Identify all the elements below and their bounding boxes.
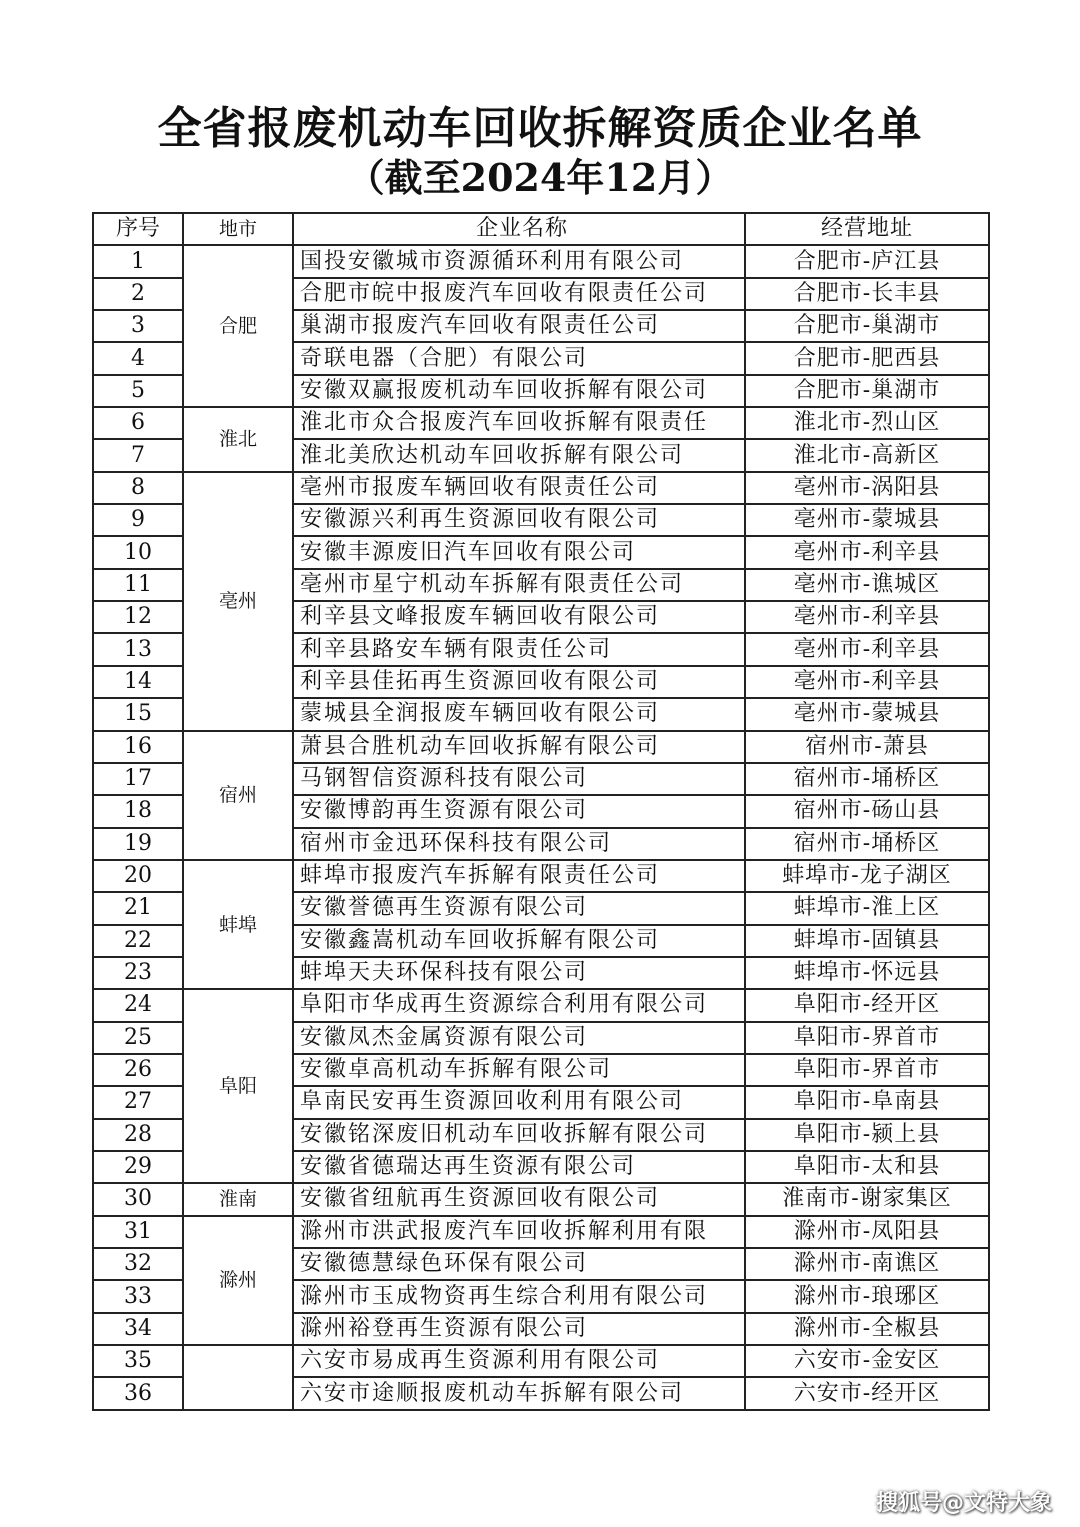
row-seq: 28 — [93, 1119, 183, 1151]
table-row — [93, 1216, 989, 1248]
row-seq: 1 — [93, 245, 183, 277]
table-row — [93, 407, 989, 439]
row-seq: 14 — [93, 666, 183, 698]
row-seq: 15 — [93, 698, 183, 730]
row-company-name: 马钢智信资源科技有限公司 — [293, 763, 745, 795]
row-company-name: 宿州市金迅环保科技有限公司 — [293, 828, 745, 860]
row-company-name: 安徽省纽航再生资源回收有限公司 — [293, 1183, 745, 1215]
row-company-name: 安徽卓高机动车拆解有限公司 — [293, 1054, 745, 1086]
row-seq: 16 — [93, 731, 183, 763]
row-address: 阜阳市-界首市 — [745, 1022, 989, 1054]
row-seq: 35 — [93, 1345, 183, 1377]
row-city: 宿州 — [183, 731, 293, 860]
row-address: 合肥市-巢湖市 — [745, 310, 989, 342]
row-company-name: 安徽丰源废旧汽车回收有限公司 — [293, 536, 745, 568]
row-address: 阜阳市-界首市 — [745, 1054, 989, 1086]
row-address: 亳州市-蒙城县 — [745, 504, 989, 536]
row-address: 合肥市-巢湖市 — [745, 375, 989, 407]
row-address: 亳州市-蒙城县 — [745, 698, 989, 730]
row-address: 亳州市-涡阳县 — [745, 472, 989, 504]
row-company-name: 奇联电器（合肥）有限公司 — [293, 342, 745, 374]
row-address: 亳州市-利辛县 — [745, 666, 989, 698]
row-company-name: 滁州市玉成物资再生综合利用有限公司 — [293, 1280, 745, 1312]
row-seq: 36 — [93, 1377, 183, 1409]
row-address: 亳州市-利辛县 — [745, 601, 989, 633]
row-address: 淮南市-谢家集区 — [745, 1183, 989, 1215]
row-address: 阜阳市-经开区 — [745, 989, 989, 1021]
row-seq: 22 — [93, 925, 183, 957]
table-header-row — [93, 213, 989, 245]
row-address: 宿州市-砀山县 — [745, 795, 989, 827]
row-company-name: 亳州市报废车辆回收有限责任公司 — [293, 472, 745, 504]
row-company-name: 安徽德慧绿色环保有限公司 — [293, 1248, 745, 1280]
row-company-name: 蚌埠市报废汽车拆解有限责任公司 — [293, 860, 745, 892]
row-company-name: 滁州裕登再生资源有限公司 — [293, 1313, 745, 1345]
header-name: 企业名称 — [293, 213, 745, 245]
row-city: 淮南 — [183, 1183, 293, 1215]
row-address: 蚌埠市-怀远县 — [745, 957, 989, 989]
table-row — [93, 731, 989, 763]
row-company-name: 亳州市星宁机动车拆解有限责任公司 — [293, 569, 745, 601]
row-address: 蚌埠市-龙子湖区 — [745, 860, 989, 892]
row-seq: 21 — [93, 892, 183, 924]
row-seq: 32 — [93, 1248, 183, 1280]
row-company-name: 安徽双赢报废机动车回收拆解有限公司 — [293, 375, 745, 407]
row-address: 阜阳市-阜南县 — [745, 1086, 989, 1118]
row-address: 淮北市-高新区 — [745, 439, 989, 471]
row-address: 合肥市-肥西县 — [745, 342, 989, 374]
header-address: 经营地址 — [745, 213, 989, 245]
row-seq: 31 — [93, 1216, 183, 1248]
table-row — [93, 1183, 989, 1215]
row-seq: 10 — [93, 536, 183, 568]
row-company-name: 蚌埠天夫环保科技有限公司 — [293, 957, 745, 989]
row-company-name: 国投安徽城市资源循环利用有限公司 — [293, 245, 745, 277]
table-row — [93, 472, 989, 504]
row-seq: 25 — [93, 1022, 183, 1054]
row-address: 滁州市-琅琊区 — [745, 1280, 989, 1312]
row-seq: 8 — [93, 472, 183, 504]
row-address: 合肥市-长丰县 — [745, 278, 989, 310]
row-address: 滁州市-全椒县 — [745, 1313, 989, 1345]
row-company-name: 六安市易成再生资源利用有限公司 — [293, 1345, 745, 1377]
row-city: 阜阳 — [183, 989, 293, 1183]
table-body — [93, 245, 989, 1409]
row-seq: 20 — [93, 860, 183, 892]
row-seq: 12 — [93, 601, 183, 633]
row-city: 亳州 — [183, 472, 293, 731]
row-seq: 3 — [93, 310, 183, 342]
row-company-name: 利辛县佳拓再生资源回收有限公司 — [293, 666, 745, 698]
row-address: 淮北市-烈山区 — [745, 407, 989, 439]
row-company-name: 安徽凤杰金属资源有限公司 — [293, 1022, 745, 1054]
row-seq: 30 — [93, 1183, 183, 1215]
document-title: 全省报废机动车回收拆解资质企业名单 — [157, 103, 923, 154]
row-company-name: 利辛县文峰报废车辆回收有限公司 — [293, 601, 745, 633]
watermark: 搜狐号@文特大象 — [875, 1491, 1052, 1516]
row-company-name: 阜南民安再生资源回收利用有限公司 — [293, 1086, 745, 1118]
row-seq: 27 — [93, 1086, 183, 1118]
row-company-name: 合肥市皖中报废汽车回收有限责任公司 — [293, 278, 745, 310]
row-city: 淮北 — [183, 407, 293, 472]
row-company-name: 安徽博韵再生资源有限公司 — [293, 795, 745, 827]
row-company-name: 阜阳市华成再生资源综合利用有限公司 — [293, 989, 745, 1021]
row-company-name: 安徽鑫嵩机动车回收拆解有限公司 — [293, 925, 745, 957]
enterprise-table — [92, 212, 990, 1411]
row-address: 六安市-金安区 — [745, 1345, 989, 1377]
row-seq: 9 — [93, 504, 183, 536]
row-company-name: 利辛县路安车辆有限责任公司 — [293, 633, 745, 665]
row-address: 宿州市-埇桥区 — [745, 828, 989, 860]
document-subtitle: （截至2024年12月） — [346, 155, 734, 200]
row-company-name: 安徽誉德再生资源有限公司 — [293, 892, 745, 924]
row-address: 亳州市-利辛县 — [745, 536, 989, 568]
row-seq: 26 — [93, 1054, 183, 1086]
row-company-name: 蒙城县全润报废车辆回收有限公司 — [293, 698, 745, 730]
row-seq: 7 — [93, 439, 183, 471]
table-row — [93, 1345, 989, 1377]
row-company-name: 安徽源兴利再生资源回收有限公司 — [293, 504, 745, 536]
row-city — [183, 1345, 293, 1410]
row-company-name: 滁州市洪武报废汽车回收拆解利用有限 — [293, 1216, 745, 1248]
row-city: 合肥 — [183, 245, 293, 407]
row-company-name: 巢湖市报废汽车回收有限责任公司 — [293, 310, 745, 342]
row-company-name: 安徽铭深废旧机动车回收拆解有限公司 — [293, 1119, 745, 1151]
row-address: 滁州市-南谯区 — [745, 1248, 989, 1280]
row-address: 宿州市-萧县 — [745, 731, 989, 763]
row-address: 阜阳市-颍上县 — [745, 1119, 989, 1151]
row-company-name: 六安市途顺报废机动车拆解有限公司 — [293, 1377, 745, 1409]
row-company-name: 萧县合胜机动车回收拆解有限公司 — [293, 731, 745, 763]
row-seq: 2 — [93, 278, 183, 310]
header-city: 地市 — [183, 213, 293, 245]
table-row — [93, 860, 989, 892]
row-address: 亳州市-利辛县 — [745, 633, 989, 665]
row-address: 滁州市-凤阳县 — [745, 1216, 989, 1248]
row-seq: 19 — [93, 828, 183, 860]
row-address: 六安市-经开区 — [745, 1377, 989, 1409]
row-city: 蚌埠 — [183, 860, 293, 989]
row-seq: 18 — [93, 795, 183, 827]
row-seq: 29 — [93, 1151, 183, 1183]
header-seq: 序号 — [93, 213, 183, 245]
row-address: 合肥市-庐江县 — [745, 245, 989, 277]
row-seq: 11 — [93, 569, 183, 601]
row-seq: 34 — [93, 1313, 183, 1345]
row-city: 滁州 — [183, 1216, 293, 1345]
table-row — [93, 245, 989, 277]
row-address: 蚌埠市-固镇县 — [745, 925, 989, 957]
row-address: 蚌埠市-淮上区 — [745, 892, 989, 924]
row-company-name: 淮北美欣达机动车回收拆解有限公司 — [293, 439, 745, 471]
row-seq: 6 — [93, 407, 183, 439]
row-address: 阜阳市-太和县 — [745, 1151, 989, 1183]
row-seq: 4 — [93, 342, 183, 374]
row-seq: 17 — [93, 763, 183, 795]
row-seq: 24 — [93, 989, 183, 1021]
row-seq: 23 — [93, 957, 183, 989]
row-seq: 5 — [93, 375, 183, 407]
table-row — [93, 989, 989, 1021]
row-address: 亳州市-谯城区 — [745, 569, 989, 601]
row-company-name: 淮北市众合报废汽车回收拆解有限责任 — [293, 407, 745, 439]
row-address: 宿州市-埇桥区 — [745, 763, 989, 795]
row-company-name: 安徽省德瑞达再生资源有限公司 — [293, 1151, 745, 1183]
row-seq: 33 — [93, 1280, 183, 1312]
row-seq: 13 — [93, 633, 183, 665]
